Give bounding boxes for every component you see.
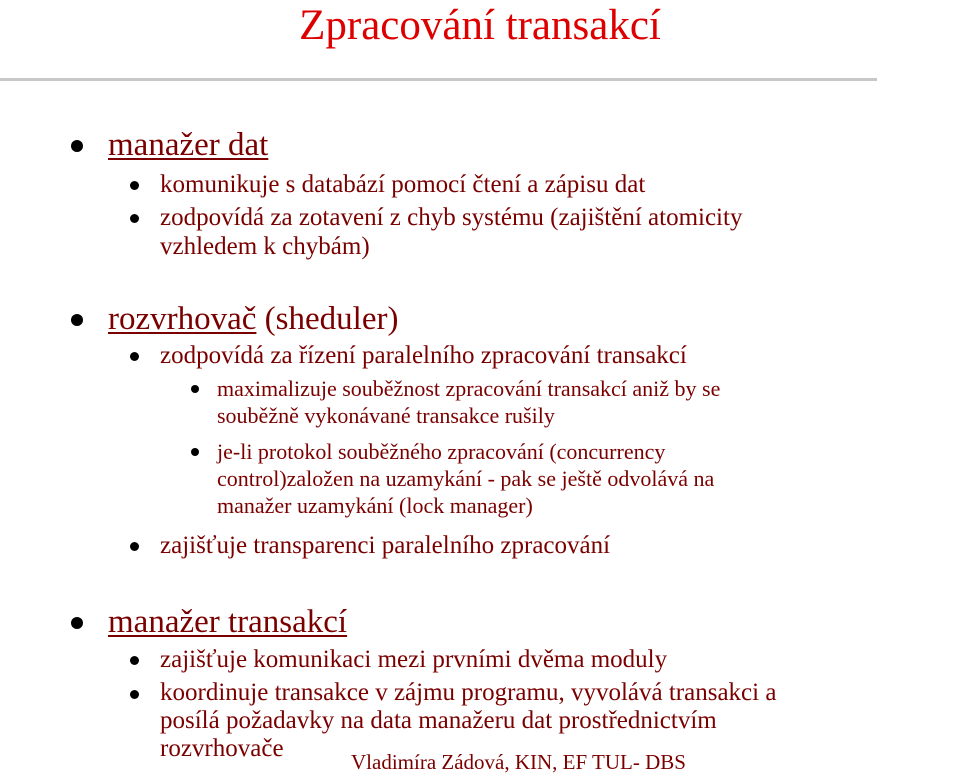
item-text: posílá požadavky na data manažeru dat prostřednictvím bbox=[160, 707, 717, 734]
item-text: komunikuje s databází pomocí čtení a zápisu dat bbox=[160, 171, 646, 198]
item-text: vzhledem k chybám) bbox=[160, 233, 370, 260]
item-bullet bbox=[130, 542, 139, 551]
section-heading-scheduler bbox=[108, 301, 398, 337]
list-item bbox=[160, 645, 667, 674]
subitem-text: control)založen na uzamykání - pak se ještě odvolává na bbox=[217, 466, 715, 491]
heading-text: manažer transakcí bbox=[108, 604, 348, 640]
section-bullet bbox=[71, 314, 83, 326]
item-text: zajišťuje transparenci paralelního zpracování bbox=[160, 532, 611, 559]
subitem-text: souběžně vykonávané transakce rušily bbox=[217, 403, 555, 428]
subitem-bullet bbox=[191, 448, 199, 456]
list-item bbox=[160, 531, 610, 560]
subitem-text: je-li protokol souběžného zpracování (concurrency bbox=[217, 439, 666, 464]
title-divider bbox=[0, 78, 877, 81]
section-bullet bbox=[71, 140, 83, 152]
item-text: zodpovídá za zotavení z chyb systému (zajištění atomicity bbox=[160, 204, 743, 231]
subitem-text: maximalizuje souběžnost zpracování transakcí aniž by se bbox=[217, 376, 721, 401]
item-text: zajišťuje komunikaci mezi prvními dvěma moduly bbox=[160, 646, 668, 673]
item-text: rozvrhovače bbox=[160, 735, 284, 762]
list-item bbox=[160, 170, 645, 199]
section-bullet bbox=[71, 617, 83, 629]
slide-title: Zpracování transakcí bbox=[299, 2, 661, 49]
heading-text: rozvrhovač bbox=[108, 301, 257, 337]
heading-suffix: (sheduler) bbox=[256, 301, 399, 337]
item-bullet bbox=[130, 214, 139, 223]
item-text: koordinuje transakce v zájmu programu, vyvolává transakci a bbox=[160, 679, 777, 706]
slide-footer: Vladimíra Zádová, KIN, EF TUL- DBS bbox=[351, 750, 686, 774]
item-bullet bbox=[130, 656, 139, 665]
sub-list-item bbox=[217, 438, 714, 519]
list-item bbox=[160, 341, 687, 370]
section-heading-transaction-manager bbox=[108, 604, 347, 640]
subitem-bullet bbox=[191, 385, 199, 393]
subitem-text: manažer uzamykání (lock manager) bbox=[217, 493, 533, 518]
heading-text: manažer dat bbox=[108, 127, 269, 163]
sub-list-item bbox=[217, 375, 720, 429]
section-heading-data-manager bbox=[108, 127, 268, 163]
item-bullet bbox=[130, 352, 139, 361]
item-text: zodpovídá za řízení paralelního zpracování transakcí bbox=[160, 342, 687, 369]
list-item bbox=[160, 203, 742, 261]
item-bullet bbox=[130, 690, 139, 699]
item-bullet bbox=[130, 181, 139, 190]
